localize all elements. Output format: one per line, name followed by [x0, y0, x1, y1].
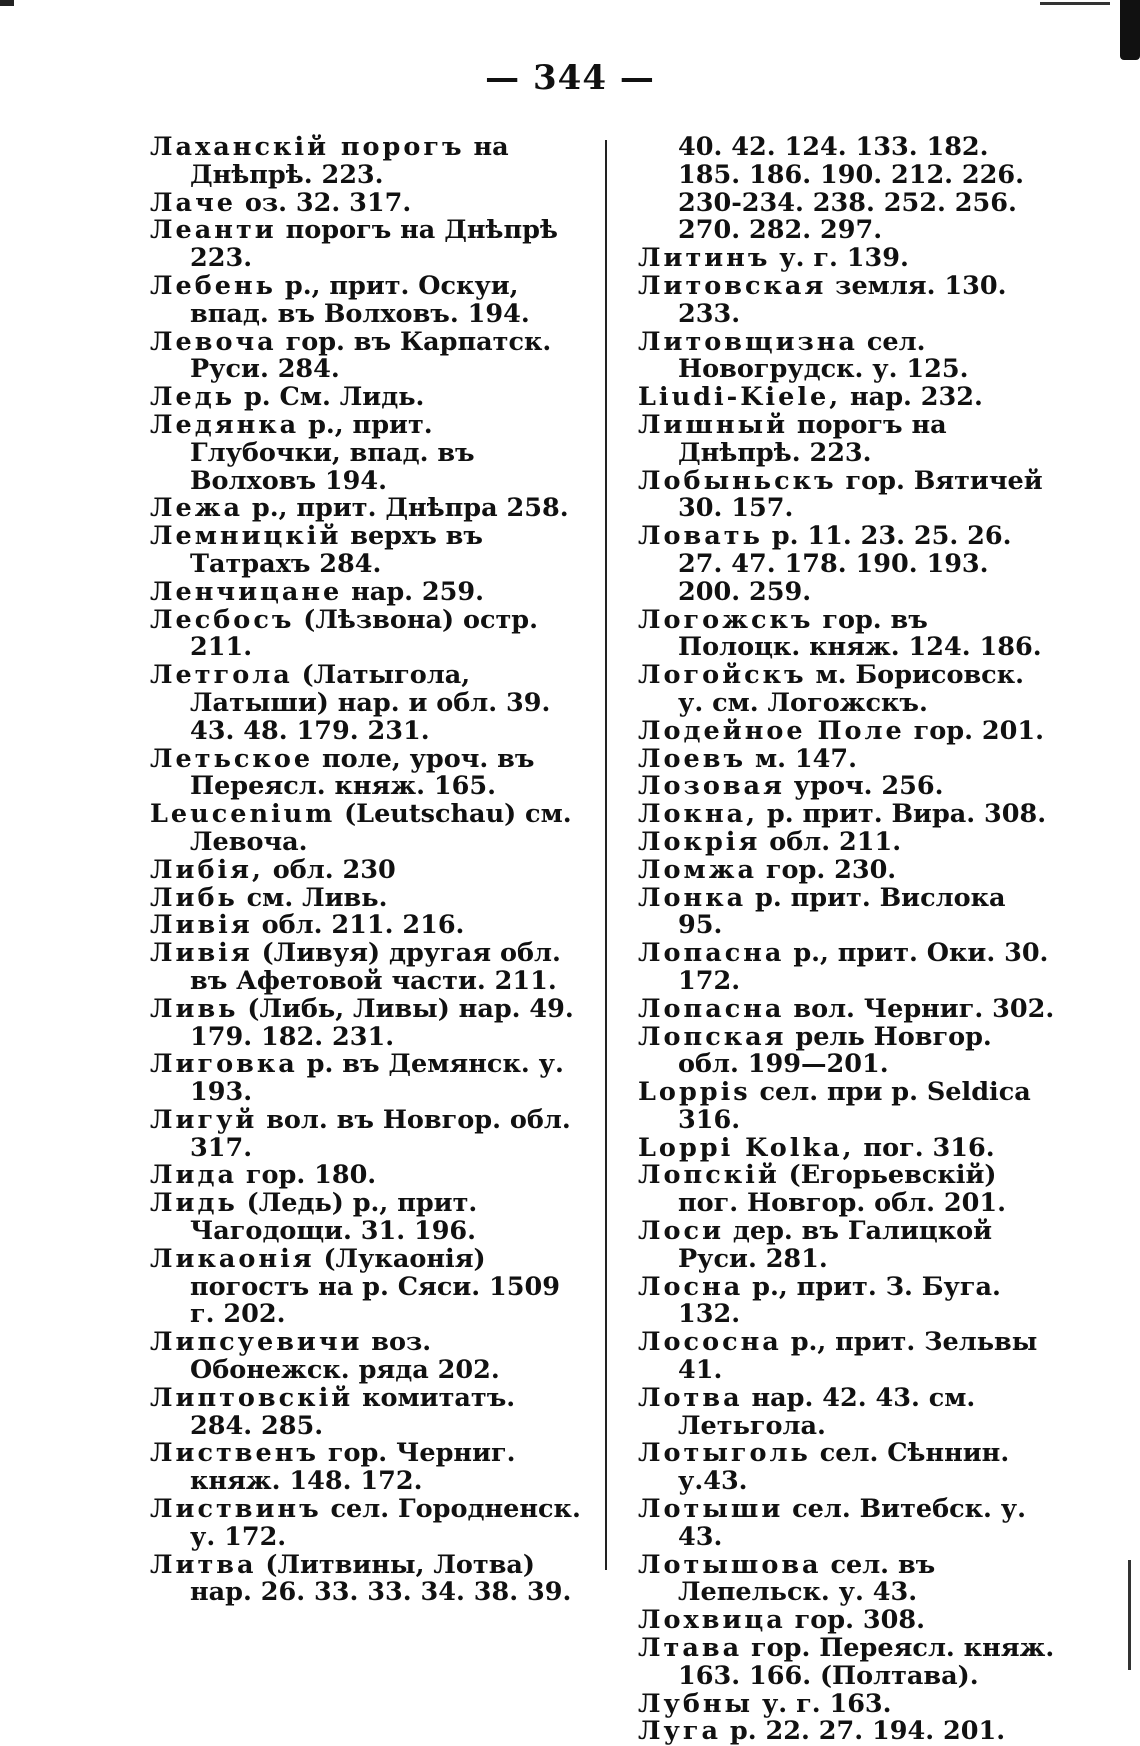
- index-entry: [150, 1440, 585, 1496]
- index-entry: [150, 1190, 585, 1246]
- scan-edge-mark: [1128, 1560, 1131, 1670]
- scan-edge-line: [1040, 2, 1110, 5]
- index-entry: [638, 1440, 1058, 1496]
- entry-headword: Лубны: [638, 1688, 754, 1719]
- entry-text: (Leutschau) см. Левоча.: [190, 799, 581, 857]
- index-entry: [638, 854, 1058, 885]
- entry-headword: Лобыньскъ: [638, 465, 837, 496]
- entry-headword: Лида: [150, 1160, 237, 1191]
- entry-headword: Лонка: [638, 882, 747, 913]
- entry-text: гор. Переясл. княж. 163. 166. (Полтава).: [678, 1633, 1064, 1691]
- entry-text: нар. 42. 43. см. Летьгола.: [678, 1382, 985, 1441]
- entry-text: (Латыгола, Латыши) нар. и обл. 39. 43. 48. 179. 231.: [190, 660, 560, 746]
- index-entry: [150, 326, 585, 385]
- index-entry: [638, 826, 1058, 857]
- entry-text: (Литвины, Лотва) нар. 26. 33. 33. 34. 38. 39.: [190, 1549, 572, 1608]
- index-entry: [150, 854, 585, 885]
- entry-headword: Лопасна: [638, 993, 785, 1024]
- entry-headword: Лопасна: [638, 938, 785, 969]
- entry-text: (Егорьевскій) пог. Новгор. обл. 201.: [678, 1160, 1006, 1219]
- entry-headword: Лодейное Поле: [638, 715, 905, 746]
- entry-text: порогъ на Днѣпрѣ 223.: [190, 215, 567, 274]
- index-entry: [638, 409, 1058, 468]
- index-entry: [638, 523, 1058, 606]
- entry-text: уроч. 256.: [784, 771, 944, 802]
- entry-headword: Лебень: [150, 270, 276, 301]
- entry-text: р. прит. Вира. 308.: [758, 799, 1047, 830]
- entry-headword: Локна,: [638, 799, 759, 830]
- entry-headword: Липсуевичи: [150, 1327, 363, 1358]
- entry-headword: Луга: [638, 1716, 722, 1746]
- index-entry: [638, 1549, 1058, 1608]
- entry-headword: Лигуй: [150, 1104, 258, 1135]
- index-entry: [638, 940, 1058, 996]
- entry-text: сел. Витебск. у. 43.: [678, 1494, 1035, 1552]
- index-entry: [638, 1688, 1058, 1719]
- entry-headword: Ливь: [150, 993, 239, 1024]
- entry-text: обл. 211. 216.: [252, 910, 465, 941]
- entry-text: р. 11. 23. 25. 26. 27. 47. 178. 190. 193. 200. 259.: [678, 521, 1021, 607]
- entry-headword: Лесбосъ: [150, 604, 295, 635]
- entry-text: вол. въ Новгор. обл. 317.: [190, 1104, 580, 1163]
- index-entry: [638, 1079, 1058, 1135]
- entry-text: см. Ливь.: [237, 882, 388, 913]
- index-entry: [638, 801, 1058, 829]
- entry-text: гор. 230.: [756, 854, 897, 885]
- entry-headword: Лаче: [150, 187, 236, 218]
- entry-headword: Лиговка: [150, 1049, 298, 1080]
- column-divider: [605, 140, 607, 1570]
- index-entry: [638, 1132, 1058, 1163]
- index-entry: [150, 187, 585, 218]
- entry-text: (Ледь) р., прит. Чагодощи. 31. 196.: [190, 1188, 487, 1247]
- entry-headword: Лотва: [638, 1382, 743, 1413]
- entry-headword: Liudi-Kiele,: [638, 382, 842, 413]
- scan-edge-mark: [0, 0, 14, 6]
- index-entry: [150, 1162, 585, 1190]
- index-entry: [638, 662, 1058, 718]
- entry-headword: Летьское: [150, 743, 314, 774]
- entry-text: р., прит. Оки. 30. 172.: [678, 938, 1058, 996]
- entry-text: р. въ Демянск. у. 193.: [190, 1049, 573, 1108]
- entry-headword: Литва: [150, 1549, 257, 1580]
- entry-text: дер. въ Галицкой Руси. 281.: [678, 1216, 1001, 1274]
- index-entry: [638, 1633, 1064, 1691]
- entry-headword: Лопская: [638, 1021, 787, 1052]
- entry-text: м. 147.: [746, 743, 857, 774]
- entry-text: на Днѣпрѣ. 223.: [190, 132, 518, 190]
- entry-headword: Леанти: [150, 215, 277, 246]
- entry-headword: Лишный: [638, 409, 789, 440]
- entry-text: у. г. 139.: [770, 243, 909, 274]
- entry-text: (Ливуя) другая обл. въ Афетовой части. 211.: [190, 938, 570, 996]
- index-entry: [150, 1494, 590, 1552]
- entry-text: комитатъ. 284. 285.: [190, 1382, 525, 1441]
- entry-text: р., прит. Глубочки, впад. въ Волховъ 194.: [190, 409, 484, 496]
- index-entry: [638, 1021, 1058, 1080]
- index-entry: [150, 912, 585, 940]
- index-entry: [150, 1243, 585, 1330]
- entry-text: обл. 230: [263, 854, 396, 885]
- entry-headword: Логойскъ: [638, 660, 807, 691]
- index-entry: [150, 576, 585, 607]
- index-entry: [150, 270, 585, 329]
- entry-headword: Ливія: [150, 910, 253, 941]
- entry-headword: Литинъ: [638, 243, 771, 274]
- entry-text: сел. при р. Seldica 316.: [678, 1077, 1040, 1135]
- index-entry: [638, 773, 1058, 801]
- entry-text: сел. Новогрудск. у. 125.: [678, 326, 969, 385]
- index-entry: [150, 1051, 585, 1107]
- entry-text: у. г. 163.: [753, 1688, 892, 1719]
- index-entry: [150, 523, 585, 579]
- entry-text: нар. 259.: [342, 576, 485, 607]
- entry-text: р. См. Лидь.: [235, 382, 425, 413]
- entry-headword: Лидь: [150, 1188, 238, 1219]
- index-entry: [150, 1549, 585, 1608]
- entry-text: порогъ на Днѣпрѣ. 223.: [678, 409, 956, 468]
- entry-text: р. прит. Вислока 95.: [678, 882, 1015, 941]
- page-number: — 344 —: [485, 58, 655, 98]
- entry-text: воз. Обонежск. ряда 202.: [190, 1327, 500, 1386]
- entry-headword: Ловать: [638, 521, 763, 552]
- entry-text: сел. Городненск. у. 172.: [190, 1494, 590, 1552]
- index-entry: [150, 801, 585, 857]
- entry-headword: Листвинъ: [150, 1494, 322, 1525]
- index-entry: [150, 662, 585, 745]
- entry-text: сел. Сѣннин. у.43.: [678, 1438, 1019, 1497]
- entry-text: гор. Вятичей 30. 157.: [678, 465, 1052, 524]
- entry-text: вол. Черниг. 302.: [784, 993, 1055, 1024]
- entry-headword: Лотыголь: [638, 1438, 811, 1469]
- entry-headword: Локрія: [638, 826, 761, 857]
- index-entry: [150, 882, 585, 913]
- entry-text: (Лукаонія) погостъ на р. Сяси. 1509 г. 202.: [190, 1243, 569, 1330]
- entry-text: обл. 211.: [760, 826, 902, 857]
- entry-text: гор. въ Карпатск. Руси. 284.: [190, 326, 561, 385]
- entry-text: земля. 130. 233.: [678, 270, 1016, 329]
- entry-text: (Либь, Ливы) нар. 49. 179. 182. 231.: [190, 993, 583, 1052]
- entry-text: верхъ въ Татрахъ 284.: [190, 521, 492, 579]
- index-entry: [638, 1718, 1058, 1746]
- index-entry: [638, 1607, 1058, 1635]
- entry-headword: Лопскій: [638, 1160, 780, 1191]
- left-column: [150, 132, 590, 1608]
- index-entry: [150, 743, 585, 802]
- index-entry: [638, 604, 1058, 663]
- entry-text: пог. 316.: [854, 1132, 995, 1163]
- entry-headword: Ломжа: [638, 854, 757, 885]
- index-entry: [638, 1382, 1058, 1441]
- entry-text: р., прит. З. Буга. 132.: [678, 1271, 1010, 1330]
- entry-headword: Логожскъ: [638, 604, 814, 635]
- index-entry: [150, 217, 585, 273]
- entry-text: оз. 32. 317.: [235, 187, 412, 218]
- scan-edge-mark: [1120, 0, 1140, 60]
- entry-headword: Литовская: [638, 270, 827, 301]
- entry-headword: Липтовскій: [150, 1382, 354, 1413]
- entry-text: м. Борисовск. у. см. Логожскъ.: [678, 660, 1033, 718]
- entry-headword: Лоевъ: [638, 743, 747, 774]
- index-entry: [150, 495, 585, 523]
- entry-text: р. 22. 27. 194. 201.: [721, 1716, 1006, 1746]
- entry-text: р., прит. Оскуи, впад. въ Волховъ. 194.: [190, 270, 530, 329]
- index-entry: [638, 1218, 1058, 1274]
- entry-text: (Лѣзвона) остр. 211.: [190, 604, 547, 663]
- entry-headword: Лозовая: [638, 771, 785, 802]
- entry-headword: Лоси: [638, 1216, 724, 1247]
- index-entry: [150, 1382, 585, 1441]
- entry-text: гор. въ Полоцк. княж. 124. 186.: [678, 604, 1042, 663]
- index-entry: [638, 245, 1058, 273]
- index-entry: [638, 715, 1058, 746]
- entry-headword: Лохвица: [638, 1605, 786, 1636]
- index-entry: [150, 384, 585, 412]
- entry-headword: Ледянка: [150, 409, 300, 440]
- entry-headword: Loppis: [638, 1077, 751, 1108]
- entry-text: гор. Черниг. княж. 148. 172.: [190, 1438, 525, 1497]
- index-entry: [150, 134, 585, 190]
- index-entry: [150, 1329, 585, 1385]
- index-entry: [638, 326, 1058, 385]
- entry-text: р., прит. Зельвы 41.: [678, 1327, 1047, 1386]
- entry-headword: Лиственъ: [150, 1438, 319, 1469]
- index-entry: [638, 743, 1058, 774]
- index-entry: [638, 384, 1058, 412]
- entry-text: сел. въ Лепельск. у. 43.: [678, 1549, 945, 1608]
- entry-headword: Лемницкій: [150, 521, 342, 552]
- right-column: [638, 132, 1064, 1746]
- entry-headword: Ледь: [150, 382, 236, 413]
- index-entry: [638, 1329, 1058, 1385]
- entry-headword: Летгола: [150, 660, 293, 691]
- entry-text: гор. 201.: [904, 715, 1044, 746]
- index-entry: [638, 882, 1058, 941]
- entry-headword: Лаханскій порогъ: [150, 132, 465, 162]
- entry-text: поле, уроч. въ Переясл. княж. 165.: [190, 743, 544, 802]
- entry-text: 40. 42. 124. 133. 182. 185. 186. 190. 212. 226. 230-234. 238. 252. 256. 270. 282. 297.: [678, 132, 1033, 246]
- entry-headword: Либь: [150, 882, 238, 913]
- index-entry: [150, 940, 585, 996]
- index-entry: [638, 1162, 1058, 1218]
- index-entry: [638, 1271, 1058, 1330]
- entry-text: р., прит. Днѣпра 258.: [243, 493, 569, 524]
- entry-text: гор. 308.: [785, 1605, 925, 1636]
- entry-headword: Loppi Kolka,: [638, 1132, 855, 1163]
- index-entry: [638, 993, 1058, 1024]
- entry-headword: Лтава: [638, 1633, 743, 1664]
- entry-headword: Leucenium: [150, 799, 336, 830]
- entry-text: гор. 180.: [236, 1160, 377, 1191]
- entry-headword: Лотышова: [638, 1549, 822, 1580]
- entry-headword: Лежа: [150, 493, 244, 524]
- entry-headword: Ликаонія: [150, 1243, 315, 1274]
- entry-headword: Либія,: [150, 854, 264, 885]
- index-entry: [638, 134, 1058, 245]
- entry-text: рель Новгор. обл. 199—201.: [678, 1021, 1001, 1080]
- index-entry: [150, 993, 585, 1052]
- index-entry: [150, 1104, 585, 1163]
- entry-headword: Левоча: [150, 326, 277, 357]
- entry-headword: Ленчицане: [150, 576, 343, 607]
- index-entry: [638, 465, 1058, 524]
- index-entry: [150, 604, 585, 663]
- entry-text: нар. 232.: [841, 382, 983, 413]
- entry-headword: Ливія: [150, 938, 253, 969]
- index-entry: [638, 1496, 1058, 1552]
- entry-headword: Лососна: [638, 1327, 782, 1358]
- index-entry: [150, 409, 585, 496]
- entry-headword: Литовщизна: [638, 326, 858, 357]
- entry-headword: Лосна: [638, 1271, 744, 1302]
- index-entry: [638, 270, 1058, 329]
- entry-headword: Лотыши: [638, 1494, 784, 1525]
